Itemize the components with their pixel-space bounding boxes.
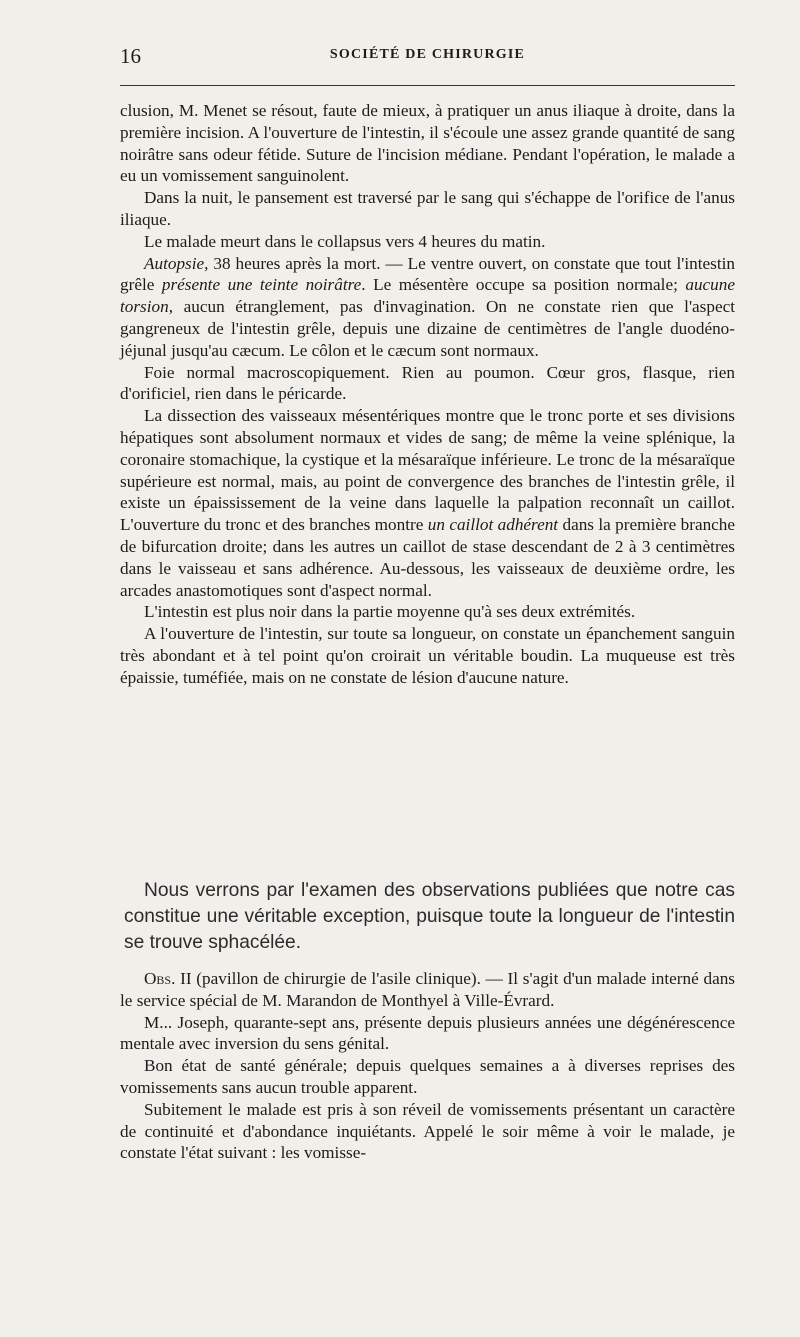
paragraph-autopsy: Autopsie, 38 heures après la mort. — Le ventre ouvert, on constate que tout l'intestin grêle présente une teinte noirâtre. Le mésentère occupe sa position normale; aucune torsion, aucun étranglement, pas d'invagination. On ne constate rien que l'aspect gangreneux de l'intestin grêle, depuis une dizaine de centimètres de l'angle duodéno-jéjunal jusqu'au cæcum. Le côlon et le cæcum sont normaux. — [120, 253, 735, 360]
paragraph: clusion, M. Menet se résout, faute de mieux, à pratiquer un anus iliaque à droite, dans la première incision. A l'ouverture de l'intestin, il s'écoule une assez grande quantité de sang noirâtre sans odeur fétide. Suture de l'incision médiane. Pendant l'opération, le malade a eu un vomissement sanguinolent. — [120, 101, 735, 186]
paragraph: L'intestin est plus noir dans la partie moyenne qu'à ses deux extrémités. — [144, 602, 636, 622]
autopsy-heading: Autopsie, — [144, 253, 209, 273]
commentary-paragraph: Nous verrons par l'examen des observations publiées que notre cas constitue une véritable exception, puisque toute la longueur de l'intestin se trouve sphacélée. — [124, 880, 735, 953]
emphasis: aucune torsion — [120, 275, 735, 317]
paragraph: A l'ouverture de l'intestin, sur toute sa longueur, on constate un épanchement sanguin très abondant et à tel point qu'on croirait un véritable boudin. La muqueuse est très épaissie, tuméfiée, mais on ne constate de lésion d'aucune nature. — [120, 624, 735, 687]
page-number: 16 — [120, 44, 141, 68]
obs-label: Obs. — [144, 969, 176, 988]
running-title: SOCIÉTÉ DE CHIRURGIE — [329, 47, 526, 62]
paragraph-obs: Obs. II (pavillon de chirurgie de l'asile clinique). — Il s'agit d'un malade interné dans le service spécial de M. Marandon de Monthyel à Ville-Évrard. — [120, 969, 735, 1010]
emphasis: présente une teinte noirâtre — [161, 275, 362, 295]
page-header — [120, 44, 735, 70]
header-rule — [120, 85, 735, 86]
paragraph: Subitement le malade est pris à son réveil de vomissements présentant un caractère de continuité et d'abondance inquiétants. Appelé le soir même à voir le malade, je constate l'état suivant : les vomisse- — [120, 1099, 735, 1163]
paragraph: M... Joseph, quarante-sept ans, présente depuis plusieurs années une dégénérescence mentale avec inversion du sens génital. — [120, 1012, 735, 1054]
emphasis: un caillot adhérent — [427, 515, 559, 535]
paragraph-dissection: La dissection des vaisseaux mésentériques montre que le tronc porte et ses divisions hépatiques sont absolument normaux et vides de sang; de même la veine splénique, la coronaire stomachique, la cystique et la mésaraïque inférieure. Le tronc de la mésaraïque supérieure est normal, mais, au point de convergence des branches de l'intestin grêle, il existe un épaississement de la veine dans laquelle la palpation reconnaît un caillot. L'ouverture du tronc et des branches montre un caillot adhérent dans la première branche de bifurcation droite; dans les autres un caillot de stase descendant de 2 à 3 centimètres dans le vaisseau et sans adhérence. Au-dessous, les vaisseaux de deuxième ordre, les arcades anastomotiques sont d'aspect normal. — [120, 406, 736, 600]
paragraph: Foie normal macroscopiquement. Rien au poumon. Cœur gros, flasque, rien d'orificiel, rien dans le péricarde. — [120, 362, 735, 404]
case-report-text — [120, 100, 735, 689]
paragraph: Bon état de santé générale; depuis quelques semaines a à diverses reprises des vomissements sans aucun trouble apparent. — [120, 1056, 735, 1097]
observation-2-text — [120, 968, 735, 1164]
paragraph: Le malade meurt dans le collapsus vers 4 heures du matin. — [144, 231, 546, 251]
paragraph: Dans la nuit, le pansement est traversé par le sang qui s'échappe de l'orifice de l'anus iliaque. — [120, 188, 735, 229]
